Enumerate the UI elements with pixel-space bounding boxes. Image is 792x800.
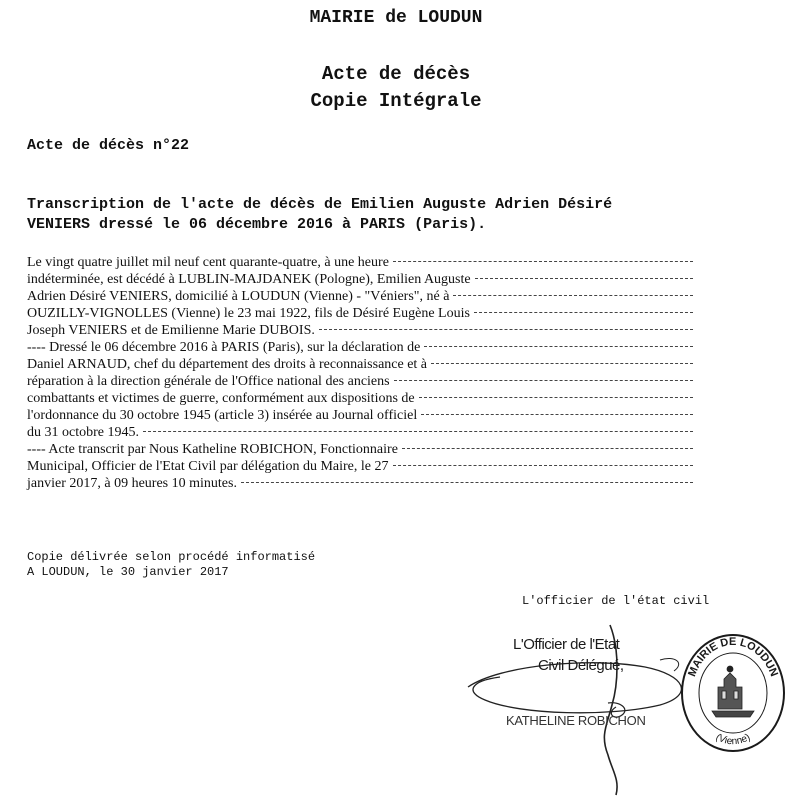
- document-subtitle: Copie Intégrale: [310, 90, 482, 112]
- dash-filler: [474, 312, 693, 313]
- dash-filler: [475, 278, 693, 279]
- mairie-seal-icon: [678, 629, 788, 754]
- act-body-line: [27, 475, 693, 492]
- dash-filler: [431, 363, 693, 364]
- act-body-line-text: combattants et victimes de guerre, conformément aux dispositions de: [27, 391, 415, 406]
- stamp-officer-line-2: Civil Délégué,: [538, 657, 624, 674]
- dash-filler: [424, 346, 693, 347]
- act-body-line: [27, 373, 693, 390]
- act-body-line: [27, 424, 693, 441]
- act-body-line: [27, 322, 693, 339]
- act-body-line: [27, 305, 693, 322]
- dash-filler: [453, 295, 693, 296]
- svg-text:MAIRIE DE LOUDUN: [686, 636, 780, 678]
- act-body-line: [27, 407, 693, 424]
- seal-top-text: MAIRIE DE LOUDUN: [686, 635, 780, 679]
- act-body-line-text: Joseph VENIERS et de Emilienne Marie DUBOIS.: [27, 323, 315, 338]
- dash-filler: [319, 329, 693, 330]
- act-body-line: [27, 441, 693, 458]
- dash-filler: [419, 397, 693, 398]
- dash-filler: [393, 465, 694, 466]
- act-body-line-text: Le vingt quatre juillet mil neuf cent quarante-quatre, à une heure: [27, 255, 389, 270]
- dash-filler: [394, 380, 693, 381]
- act-body-line-text: l'ordonnance du 30 octobre 1945 (article 3) insérée au Journal officiel: [27, 408, 418, 423]
- copy-delivery-note: [27, 550, 315, 580]
- dash-filler: [393, 261, 693, 262]
- act-body-line-text: Adrien Désiré VENIERS, domicilié à LOUDUN (Vienne) - "Véniers", né à: [27, 289, 450, 304]
- dash-filler: [241, 482, 693, 483]
- act-body-text: [27, 254, 693, 492]
- copy-note-line-1: Copie délivrée selon procédé informatisé: [27, 550, 316, 564]
- act-body-line-text: Municipal, Officier de l'Etat Civil par délégation du Maire, le 27: [27, 459, 389, 474]
- stamp-officer-name: KATHELINE ROBICHON: [506, 713, 646, 728]
- seal-bottom-text: (Vienne): [713, 731, 753, 748]
- act-body-line-text: janvier 2017, à 09 heures 10 minutes.: [27, 476, 237, 491]
- svg-text:(Vienne): [714, 732, 753, 747]
- dash-filler: [421, 414, 693, 415]
- act-body-line: [27, 356, 693, 373]
- act-body-line: [27, 254, 693, 271]
- act-body-line-text: du 31 octobre 1945.: [27, 425, 139, 440]
- act-body-line-text: indéterminée, est décédé à LUBLIN-MAJDANEK (Pologne), Emilien Auguste: [27, 272, 471, 287]
- act-body-line: [27, 458, 693, 475]
- act-body-line-text: ---- Acte transcrit par Nous Katheline ROBICHON, Fonctionnaire: [27, 442, 398, 457]
- dash-filler: [402, 448, 693, 449]
- transcription-heading: [27, 195, 767, 235]
- officer-label: L'officier de l'état civil: [522, 594, 710, 608]
- document-title: Acte de décès: [321, 63, 471, 85]
- mairie-heading: MAIRIE de LOUDUN: [309, 8, 483, 28]
- act-body-line: [27, 339, 693, 356]
- act-body-line-text: réparation à la direction générale de l'Office national des anciens: [27, 374, 390, 389]
- act-body-line-text: Daniel ARNAUD, chef du département des droits à reconnaissance et à: [27, 357, 428, 372]
- stamp-officer-line-1: L'Officier de l'Etat: [513, 636, 620, 653]
- transcription-line-2: VENIERS dressé le 06 décembre 2016 à PARIS (Paris).: [27, 216, 487, 233]
- signature-block: [460, 605, 792, 800]
- transcription-line-1: Transcription de l'acte de décès de Emilien Auguste Adrien Désiré: [27, 196, 613, 213]
- act-body-line: [27, 390, 693, 407]
- act-body-line-text: OUZILLY-VIGNOLLES (Vienne) le 23 mai 1922, fils de Désiré Eugène Louis: [27, 306, 470, 321]
- act-body-line: [27, 271, 693, 288]
- act-body-line-text: ---- Dressé le 06 décembre 2016 à PARIS (Paris), sur la déclaration de: [27, 340, 421, 355]
- copy-note-line-2: A LOUDUN, le 30 janvier 2017: [27, 565, 229, 579]
- acte-number: Acte de décès n°22: [27, 137, 190, 154]
- act-body-line: [27, 288, 693, 305]
- dash-filler: [143, 431, 693, 432]
